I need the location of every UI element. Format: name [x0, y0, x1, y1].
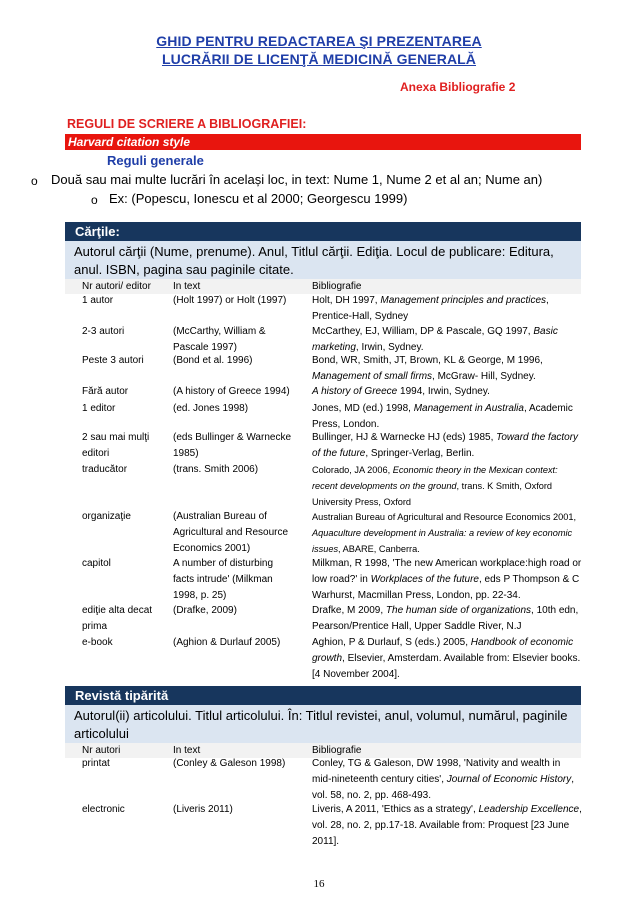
cell-in-text: (ed. Jones 1998)	[173, 403, 249, 414]
cell-bibliography: Bond, WR, Smith, JT, Brown, KL & George, M 1996, Management of small firms, McGraw- Hill, Sydney.	[312, 355, 543, 382]
general-rules-heading: Reguli generale	[107, 153, 204, 168]
journal-section-description: Autorul(ii) articolului. Titlul articolului. În: Titlul revistei, anul, volumul, numărul, paginile articolului	[65, 705, 581, 745]
cell-in-text: (Holt 1997) or Holt (1997)	[173, 295, 287, 306]
column-header: In text	[173, 745, 201, 756]
document-title-line2: LUCRĂRII DE LICENŢĂ MEDICINĂ GENERALĂ	[161, 51, 477, 67]
cell-bibliography: Aghion, P & Durlauf, S (eds.) 2005, Handbook of economic growth, Elsevier, Amsterdam. Available from: Elsevier books. [4 November 2004].	[312, 637, 581, 680]
cell-in-text: A number of disturbing facts intrude' (Milkman 1998, p. 25)	[173, 558, 274, 601]
cell-bibliography: Jones, MD (ed.) 1998, Management in Australia, Academic Press, London.	[312, 403, 573, 430]
cell-in-text: (trans. Smith 2006)	[173, 464, 259, 475]
cell-in-text: (Aghion & Durlauf 2005)	[173, 637, 281, 648]
cell-in-text: (A history of Greece 1994)	[173, 386, 290, 397]
bullet-marker: o	[31, 174, 38, 188]
cell-in-text: (McCarthy, William & Pascale 1997)	[173, 326, 266, 353]
journal-section-header: Revistă tipărită	[65, 686, 581, 706]
cell-bibliography: Drafke, M 2009, The human side of organizations, 10th edn, Pearson/Prentice Hall, Upper Saddle River, N.J	[312, 605, 579, 632]
rule-bullet-2: Ex: (Popescu, Ionescu et al 2000; Georgescu 1999)	[109, 191, 408, 206]
cell-in-text: (eds Bullinger & Warnecke 1985)	[173, 432, 292, 459]
cell-type: e-book	[82, 637, 113, 648]
books-section-header: Cărţile:	[65, 222, 581, 242]
rule-bullet-1: Două sau mai multe lucrări în același loc, in text: Nume 1, Nume 2 et al an; Nume an)	[51, 172, 543, 187]
cell-type: 1 autor	[82, 295, 114, 306]
cell-in-text: (Australian Bureau of Agricultural and Resource Economics 2001)	[173, 511, 289, 554]
cell-bibliography: Milkman, R 1998, 'The new American workplace:high road or low road?' in Workplaces of the future, eds P Thompson & C Warhurst, Macmillan Press, London, pp. 22-34.	[312, 558, 582, 601]
document-title-line1: GHID PENTRU REDACTAREA ŞI PREZENTAREA	[156, 33, 482, 49]
cell-type: Fără autor	[82, 386, 129, 397]
cell-type: capitol	[82, 558, 111, 569]
cell-type: ediţie alta decat prima	[82, 605, 153, 632]
cell-bibliography: Bullinger, HJ & Warnecke HJ (eds) 1985, Toward the factory of the future, Springer-Verlag, Berlin.	[312, 432, 579, 459]
page-number: 16	[313, 878, 325, 890]
cell-bibliography: Holt, DH 1997, Management principles and practices, Prentice-Hall, Sydney	[312, 295, 549, 322]
cell-type: Peste 3 autori	[82, 355, 144, 366]
books-section-description: Autorul cărţii (Nume, prenume). Anul, Titlul cărţii. Ediţia. Locul de publicare: Editura, anul. ISBN, pagina sau paginile citate.	[65, 241, 581, 281]
cell-type: 1 editor	[82, 403, 116, 414]
bullet-marker: o	[91, 193, 98, 207]
cell-bibliography: Australian Bureau of Agricultural and Resource Economics 2001, Aquaculture development in Australia: a review of key economic issues, ABARE, Canberra.	[312, 512, 577, 554]
cell-bibliography: Colorado, JA 2006, Economic theory in the Mexican context: recent developments on the ground, trans. K Smith, Oxford University Press, Oxford	[312, 465, 558, 507]
cell-in-text: (Bond et al. 1996)	[173, 355, 253, 366]
cell-bibliography: A history of Greece 1994, Irwin, Sydney.	[312, 386, 490, 397]
column-header: Bibliografie	[312, 281, 362, 292]
cell-bibliography: Liveris, A 2011, 'Ethics as a strategy', Leadership Excellence, vol. 28, no. 2, pp.17-18. Available from: Proquest [23 June 2011].	[312, 804, 582, 847]
cell-type: printat	[82, 758, 110, 769]
annex-label: Anexa Bibliografie 2	[400, 80, 516, 94]
rules-heading: REGULI DE SCRIERE A BIBLIOGRAFIEI:	[67, 117, 307, 131]
cell-in-text: (Conley & Galeson 1998)	[173, 758, 286, 769]
column-header: Nr autori/ editor	[82, 281, 151, 292]
cell-bibliography: Conley, TG & Galeson, DW 1998, 'Nativity and wealth in mid-nineteenth century cities', Journal of Economic History, vol. 58, no. 2, pp. 468-493.	[312, 758, 575, 801]
cell-type: 2 sau mai mulţi editori	[82, 432, 150, 459]
column-header: In text	[173, 281, 201, 292]
cell-type: electronic	[82, 804, 125, 815]
books-table-header	[65, 279, 581, 294]
harvard-banner-text: Harvard citation style	[68, 135, 191, 149]
cell-bibliography: McCarthey, EJ, William, DP & Pascale, GQ 1997, Basic marketing, Irwin, Sydney.	[312, 326, 558, 353]
cell-type: organizaţie	[82, 511, 131, 522]
cell-in-text: (Liveris 2011)	[173, 804, 233, 815]
cell-type: 2-3 autori	[82, 326, 125, 337]
cell-type: traducător	[82, 464, 128, 475]
cell-in-text: (Drafke, 2009)	[173, 605, 237, 616]
column-header: Bibliografie	[312, 745, 362, 756]
column-header: Nr autori	[82, 745, 121, 756]
